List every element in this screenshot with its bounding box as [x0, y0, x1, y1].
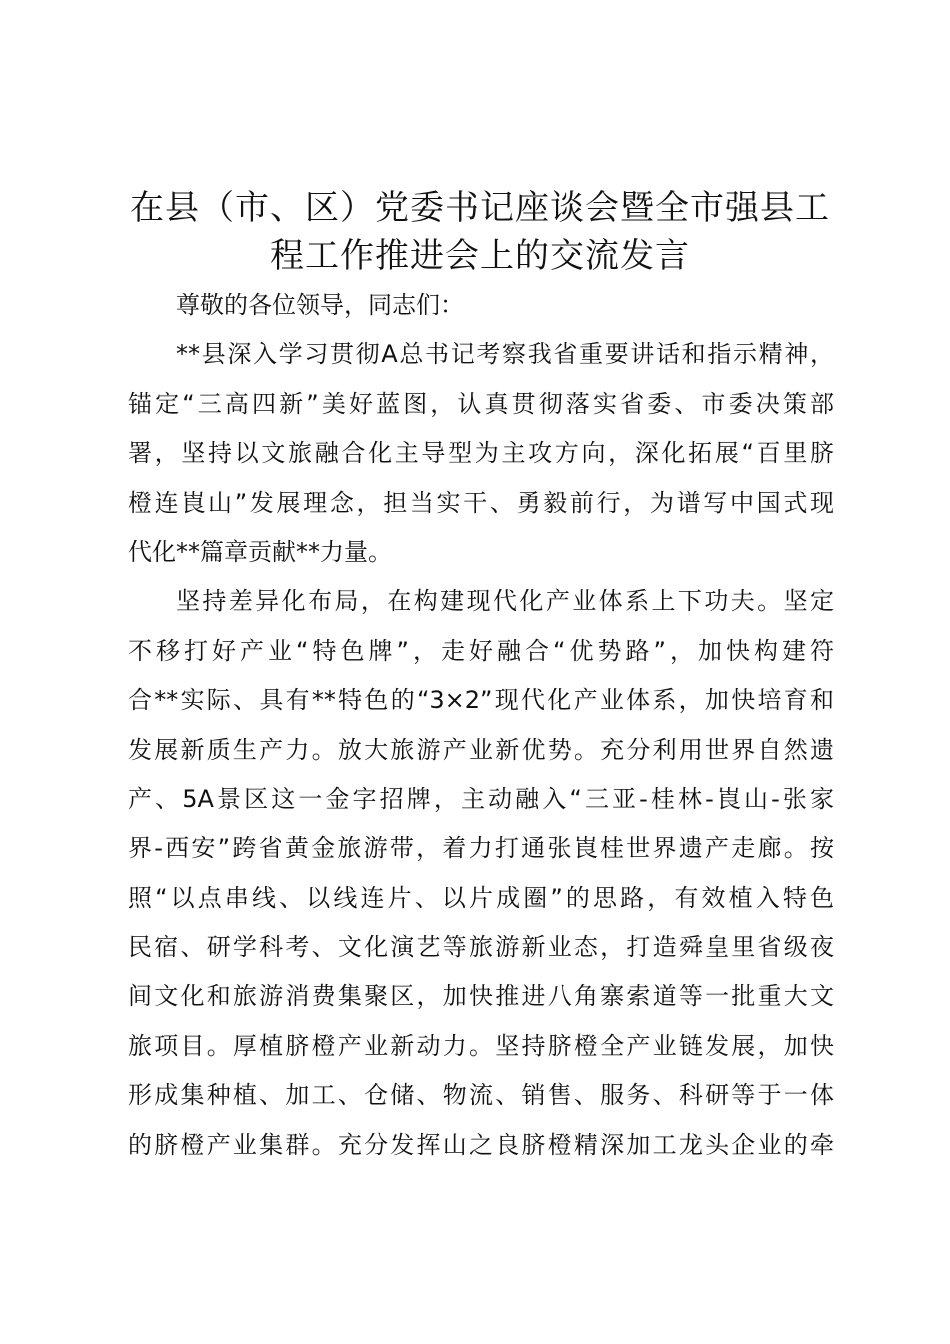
document-title: [110, 184, 850, 280]
title-line-2: 程工作推进会上的交流发言: [270, 236, 690, 276]
paragraph-line: 署，坚持以文旅融合化主导型为主攻方向，深化拓展“百里脐: [128, 439, 834, 468]
paragraph-2: [128, 577, 834, 1170]
paragraph-line: 的脐橙产业集群。充分发挥山之良脐橙精深加工龙头企业的牵: [128, 1130, 834, 1159]
paragraph-line: 橙连崀山”发展理念，担当实干、勇毅前行，为谱写中国式现: [128, 488, 834, 517]
paragraph-line: 民宿、研学科考、文化演艺等旅游新业态，打造舜皇里省级夜: [128, 933, 834, 962]
paragraph-line: 旅项目。厚植脐橙产业新动力。坚持脐橙全产业链发展，加快: [128, 1031, 834, 1060]
paragraph-line: 合**实际、具有**特色的“3×2”现代化产业体系，加快培育和: [128, 686, 834, 715]
title-line-1: 在县（市、区）党委书记座谈会暨全市强县工: [130, 188, 830, 228]
paragraph-line: 产、5A景区这一金字招牌，主动融入“三亚-桂林-崀山-张家: [128, 784, 834, 813]
paragraph-line: **县深入学习贯彻A总书记考察我省重要讲话和指示精神，: [176, 340, 834, 369]
paragraph-line: 发展新质生产力。放大旅游产业新优势。充分利用世界自然遗: [128, 735, 834, 764]
document-body: [128, 281, 834, 1170]
paragraph-line: 照“以点串线、以线连片、以片成圈”的思路，有效植入特色: [128, 883, 834, 912]
paragraph-line: 不移打好产业“特色牌”，走好融合“优势路”，加快构建符: [128, 636, 834, 665]
paragraph-line: 代化**篇章贡献**力量。: [128, 537, 392, 566]
paragraph-line: 坚持差异化布局，在构建现代化产业体系上下功夫。坚定: [176, 587, 834, 616]
paragraph-1: [128, 330, 834, 577]
salutation: 尊敬的各位领导，同志们：: [176, 291, 464, 319]
paragraph-line: 界-西安”跨省黄金旅游带，着力打通张崀桂世界遗产走廊。按: [128, 834, 834, 863]
paragraph-line: 形成集种植、加工、仓储、物流、销售、服务、科研等于一体: [128, 1081, 834, 1110]
paragraph-line: 间文化和旅游消费集聚区，加快推进八角寨索道等一批重大文: [128, 982, 834, 1011]
paragraph-line: 锚定“三高四新”美好蓝图，认真贯彻落实省委、市委决策部: [128, 389, 834, 418]
